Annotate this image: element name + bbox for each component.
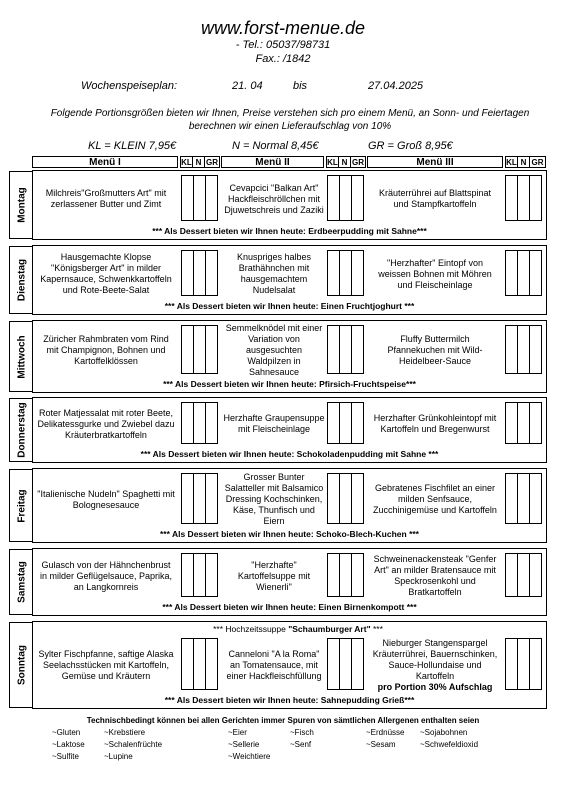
column-gr-1: GR	[206, 158, 218, 167]
dish-text: Roter Matjessalat mit roter Beete, Delikatessgurke und Zwiebel dazu Kräuterbratkartoffeln	[37, 407, 175, 440]
column-kl-1: KL	[181, 158, 192, 167]
checkbox-gr-menu-3[interactable]	[529, 638, 542, 690]
dish-menu-1	[37, 248, 175, 300]
dish-text: Grosser Bunter Salatteller mit Balsamico Dressing Kochschinken, Käse, Thunfisch und Eiern	[224, 472, 324, 526]
intro-text: Folgende Portionsgrößen bieten wir Ihnen, Preise verstehen sich pro einem Menü, an Sonn- und Feiertagen berechnen wir einen Lieferaufschlag von 10%	[50, 108, 530, 132]
dish-menu-1	[37, 400, 175, 448]
dish-menu-3	[371, 400, 499, 448]
plan-label: Wochenspeiseplan:	[81, 80, 178, 92]
portion-checkboxes	[327, 175, 363, 221]
day-label	[9, 622, 33, 708]
soup-name: "Schaumburger Art"	[288, 624, 371, 634]
dish-text: Züricher Rahmbraten vom Rind mit Champignon, Bohnen und Kartoffelklössen	[43, 334, 169, 366]
dish-text: Gulasch von der Hähnchenbrust in milder Geflügelsauce, Paprika, an Langkornreis	[39, 559, 173, 592]
checkbox-gr-menu-1[interactable]	[205, 638, 218, 690]
dish-text: Fluffy Buttermilch Pfannekuchen mit Wild-Heidelbeer-Sauce	[387, 334, 483, 366]
column-n-2: N	[338, 156, 351, 168]
page-header	[0, 18, 566, 66]
dessert-line: *** Als Dessert bieten wir Ihnen heute: Schoko-Blech-Kuchen ***	[160, 529, 419, 539]
checkbox-gr-menu-2[interactable]	[351, 402, 364, 444]
dessert-line: *** Als Dessert bieten wir Ihnen heute: Sahnepudding Grieß***	[164, 695, 415, 705]
dish-menu-2	[223, 636, 325, 694]
dish-menu-2	[223, 248, 325, 300]
day-name: Freitag	[16, 488, 27, 523]
dish-menu-3	[371, 551, 499, 601]
soup-of-the-day	[193, 624, 403, 635]
dish-menu-1	[37, 551, 175, 601]
column-menu-1: Menü I	[32, 156, 178, 168]
dish-menu-3	[371, 323, 499, 378]
portion-checkboxes	[181, 553, 217, 597]
checkbox-gr-menu-1[interactable]	[205, 325, 218, 374]
checkbox-gr-menu-1[interactable]	[205, 473, 218, 524]
allergen-item: ~Schalenfrüchte	[104, 740, 163, 749]
day-block-freitag	[16, 468, 547, 543]
dish-text: Cevapcici "Balkan Art" Hackfleischröllchen mit Djuwetschreis und Zaziki	[224, 182, 324, 215]
allergen-note: Technischbedingt können bei allen Gerichten immer Spuren von sämtlichen Allergenen enthalten seien	[86, 716, 480, 725]
allergen-item: ~Erdnüsse	[366, 728, 405, 737]
dish-text: Canneloni "A la Roma" an Tomatensauce, mit einer Hackfleischfüllung	[226, 648, 322, 681]
checkbox-gr-menu-1[interactable]	[205, 402, 218, 444]
dessert-line: *** Als Dessert bieten wir Ihnen heute: Erdbeerpudding mit Sahne***	[152, 226, 427, 236]
size-klein: KL = KLEIN 7,95€	[88, 140, 177, 152]
dish-text: "Italienische Nudeln" Spaghetti mit Bolognesesauce	[37, 488, 175, 510]
allergen-item: ~Eier	[228, 728, 247, 737]
column-gr-2: GR	[352, 158, 364, 167]
dish-text: "Herzhafter" Eintopf von weissen Bohnen mit Möhren und Fleischeinlage	[378, 257, 492, 290]
dish-text: Hausgemachte Klopse "Königsberger Art" in milder Kapernsauce, Schwenkkartoffeln und Rote-Beete-Salat	[40, 252, 172, 295]
day-label	[9, 321, 33, 392]
column-kl-2: KL	[327, 158, 338, 167]
dish-menu-2	[223, 471, 325, 528]
checkbox-gr-menu-2[interactable]	[351, 553, 364, 597]
dish-text: Herzhafte Graupensuppe mit Fleischeinlage	[223, 413, 325, 434]
allergen-item: ~Sesam	[366, 740, 396, 749]
portion-checkboxes	[181, 638, 217, 690]
allergen-item: ~Sellerie	[228, 740, 260, 749]
checkbox-gr-menu-3[interactable]	[529, 402, 542, 444]
allergen-item: ~Fisch	[290, 728, 314, 737]
dish-text: Nieburger Stangenspargel Kräuterrührei, Bauernschinken, Sauce-Hollundaise und Kartoffeln	[372, 637, 498, 681]
dessert-line: *** Als Dessert bieten wir Ihnen heute: Pfirsich-Fruchtspeise***	[163, 379, 416, 389]
column-headers	[0, 156, 566, 168]
dish-menu-2	[223, 173, 325, 225]
checkbox-gr-menu-3[interactable]	[529, 473, 542, 524]
dish-menu-3	[371, 471, 499, 528]
portion-checkboxes	[505, 473, 541, 524]
website-url[interactable]: www.forst-menue.de	[200, 18, 366, 38]
checkbox-gr-menu-3[interactable]	[529, 553, 542, 597]
dessert-line: *** Als Dessert bieten wir Ihnen heute: Schokoladenpudding mit Sahne ***	[140, 449, 439, 459]
day-name: Dienstag	[16, 258, 27, 302]
dish-menu-1	[37, 636, 175, 694]
portion-checkboxes	[327, 325, 363, 374]
allergen-item: ~Krebstiere	[104, 728, 146, 737]
column-gr-3: GR	[529, 156, 546, 168]
portion-checkboxes	[327, 638, 363, 690]
column-menu-3: Menü III	[367, 156, 503, 168]
dish-menu-1	[37, 173, 175, 225]
dish-text: Milchreis"Großmutters Art" mit zerlassener Butter und Zimt	[45, 188, 167, 209]
checkbox-gr-menu-1[interactable]	[205, 175, 218, 221]
column-menu-2: Menü II	[221, 156, 324, 168]
portion-checkboxes	[505, 250, 541, 296]
dish-menu-2	[223, 323, 325, 378]
checkbox-gr-menu-2[interactable]	[351, 325, 364, 374]
dish-text: Semmelknödel mit einer Variation von ausgesuchten Waldpilzen in Sahnesauce	[225, 323, 323, 377]
size-normal: N = Normal 8,45€	[232, 140, 319, 152]
day-label	[9, 171, 33, 239]
day-block-mittwoch	[16, 320, 547, 393]
portion-checkboxes	[505, 553, 541, 597]
checkbox-gr-menu-2[interactable]	[351, 638, 364, 690]
dish-menu-2	[223, 551, 325, 601]
plan-period	[0, 80, 566, 94]
dish-menu-2	[223, 400, 325, 448]
portion-checkboxes	[505, 175, 541, 221]
checkbox-gr-menu-3[interactable]	[529, 325, 542, 374]
day-block-dienstag	[16, 245, 547, 315]
dish-menu-1	[37, 471, 175, 528]
day-name: Mittwoch	[16, 334, 27, 379]
day-label	[9, 469, 33, 542]
day-block-samstag	[16, 548, 547, 616]
column-kl-3: KL	[506, 158, 517, 167]
dessert-line: *** Als Dessert bieten wir Ihnen heute: Einen Fruchtjoghurt ***	[164, 301, 415, 311]
checkbox-gr-menu-3[interactable]	[529, 250, 542, 296]
plan-end-date: 27.04.2025	[368, 80, 424, 92]
allergen-item: ~Gluten	[52, 728, 81, 737]
day-name: Donnerstag	[16, 402, 27, 458]
dish-text: Sylter Fischpfanne, saftige Alaska Seelachsstücken mit Kartoffeln, Gemüse und Kräutern	[38, 648, 174, 681]
allergen-item: ~Senf	[290, 740, 312, 749]
portion-checkboxes	[505, 638, 541, 690]
portion-checkboxes	[181, 473, 217, 524]
dish-text: "Herzhafte" Kartoffelsuppe mit Wienerli"	[237, 559, 311, 592]
phone-number: - Tel.: 05037/98731	[235, 39, 331, 51]
plan-bis: bis	[293, 80, 308, 92]
dish-menu-3	[371, 173, 499, 225]
dessert-line: *** Als Dessert bieten wir Ihnen heute: Einen Birnenkompott ***	[162, 602, 417, 612]
portion-checkboxes	[327, 250, 363, 296]
column-n-3: N	[517, 156, 530, 168]
column-n-1: N	[192, 156, 205, 168]
dish-text: Kräuterrührei auf Blattspinat und Stampfkartoffeln	[378, 188, 492, 209]
day-name: Sonntag	[16, 645, 27, 685]
allergen-item: ~Lupine	[104, 752, 133, 761]
portion-checkboxes	[327, 473, 363, 524]
portion-checkboxes	[181, 175, 217, 221]
day-label	[9, 398, 33, 462]
day-label	[9, 549, 33, 615]
portion-checkboxes	[327, 553, 363, 597]
allergen-item: ~Laktose	[52, 740, 85, 749]
checkbox-gr-menu-2[interactable]	[351, 473, 364, 524]
surcharge-note: pro Portion 30% Aufschlag	[377, 681, 493, 692]
day-block-sonntag	[16, 621, 547, 709]
allergen-item: ~Sulfite	[52, 752, 79, 761]
day-block-montag	[16, 170, 547, 240]
allergen-item: ~Sojabohnen	[420, 728, 468, 737]
day-name: Samstag	[16, 561, 27, 603]
soup-prefix: *** Hochzeitssuppe	[213, 624, 289, 634]
portion-checkboxes	[505, 325, 541, 374]
dish-menu-1	[37, 323, 175, 378]
checkbox-gr-menu-1[interactable]	[205, 553, 218, 597]
portion-checkboxes	[505, 402, 541, 444]
plan-start-date: 21. 04	[232, 80, 263, 92]
dish-text: Herzhafter Grünkohleintopf mit Kartoffeln und Bregenwurst	[373, 413, 497, 434]
allergen-item: ~Schwefeldioxid	[420, 740, 479, 749]
portion-sizes	[0, 140, 566, 154]
dish-menu-3	[371, 248, 499, 300]
day-name: Montag	[16, 187, 27, 223]
soup-suffix: ***	[370, 624, 383, 634]
allergen-item: ~Weichtiere	[228, 752, 271, 761]
checkbox-gr-menu-2[interactable]	[351, 175, 364, 221]
checkbox-gr-menu-1[interactable]	[205, 250, 218, 296]
dish-text: Gebratenes Fischfilet an einer milden Senfsauce, Zucchinigemüse und Kartoffeln	[373, 483, 497, 515]
dish-menu-3	[371, 636, 499, 694]
checkbox-gr-menu-2[interactable]	[351, 250, 364, 296]
checkbox-gr-menu-3[interactable]	[529, 175, 542, 221]
day-block-donnerstag	[16, 397, 547, 463]
portion-checkboxes	[327, 402, 363, 444]
portion-checkboxes	[181, 402, 217, 444]
portion-checkboxes	[181, 250, 217, 296]
fax-number: Fax.: /1842	[255, 53, 311, 65]
size-gross: GR = Groß 8,95€	[368, 140, 453, 152]
portion-checkboxes	[181, 325, 217, 374]
dish-text: Schweinenackensteak "Genfer Art" an milder Bratensauce mit Speckrosenkohl und Bratkartoffeln	[373, 554, 497, 597]
dish-text: Knuspriges halbes Brathähnchen mit hausgemachtem Nudelsalat	[236, 252, 312, 295]
day-label	[9, 246, 33, 314]
